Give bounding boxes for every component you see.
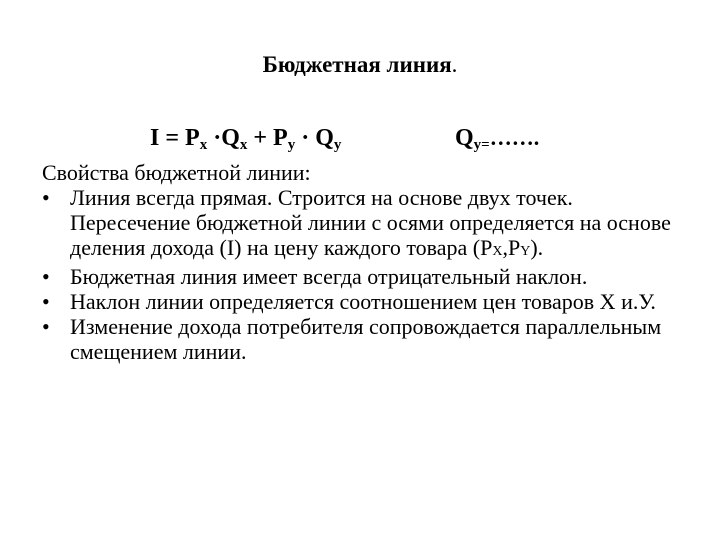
qy-sub: y=	[473, 137, 490, 153]
qy-dots: …….	[489, 125, 540, 150]
properties-heading: Свойства бюджетной линии:	[42, 160, 311, 185]
list-item	[42, 289, 692, 314]
bullet: •	[42, 289, 50, 314]
item-text: Линия всегда прямая. Строится на основе двух точек. Пересечение бюджетной линии с осями определяется на основе деления дохода (I) на цену каждого товара (P	[70, 185, 671, 260]
title-main: Бюджетная линия	[262, 52, 452, 77]
slide-title	[0, 52, 720, 78]
title-suffix: .	[451, 52, 458, 77]
item-text: ).	[530, 235, 544, 260]
formula-part: ·Q	[207, 125, 240, 151]
budget-formula	[150, 125, 341, 152]
formula-sub: y	[333, 137, 342, 153]
formula-part: · Q	[295, 125, 334, 151]
formula-part: + P	[247, 125, 288, 151]
item-sub-y: Y	[520, 244, 531, 259]
item-text: Изменение дохода потребителя сопровождается параллельным смещением линии.	[70, 314, 662, 364]
qy-expression	[455, 125, 539, 152]
bullet: •	[42, 314, 50, 339]
item-sub-x: X	[492, 244, 503, 259]
bullet: •	[42, 264, 50, 289]
item-text: Наклон линии определяется соотношением цен товаров Х и.У.	[70, 289, 656, 314]
item-text: Бюджетная линия имеет всегда отрицательный наклон.	[70, 264, 588, 289]
qy-q: Q	[455, 125, 474, 151]
formula-part: I = P	[150, 125, 200, 151]
formula-sub: x	[239, 137, 248, 153]
formula-sub: y	[287, 137, 296, 153]
properties-block	[42, 160, 692, 364]
bullet: •	[42, 185, 50, 210]
properties-list	[42, 185, 692, 364]
list-item	[42, 314, 692, 364]
list-item	[42, 264, 692, 289]
list-item	[42, 185, 692, 264]
item-text: ,P	[502, 235, 521, 260]
formula-sub: x	[199, 137, 208, 153]
